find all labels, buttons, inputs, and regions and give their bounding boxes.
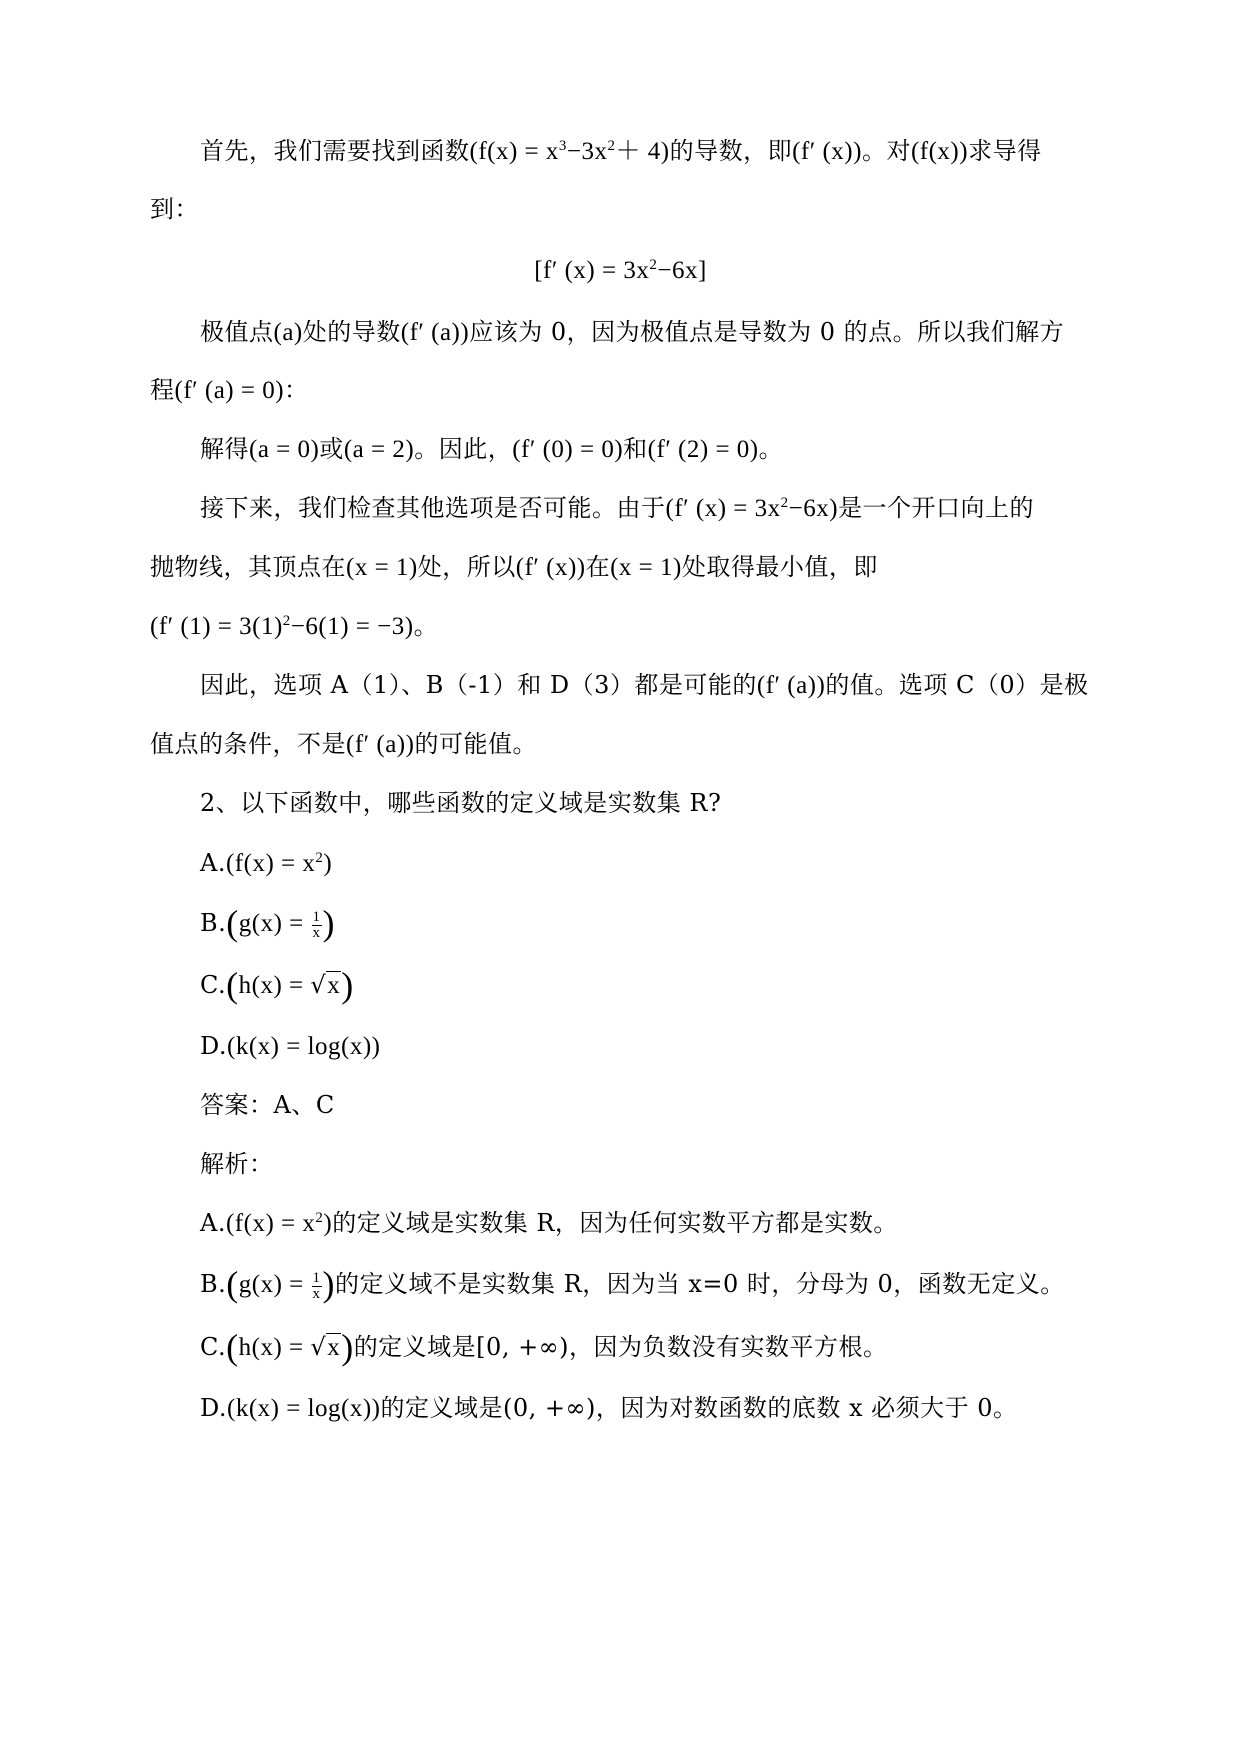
- question-2-stem: 2、以下函数中，哪些函数的定义域是实数集 R?: [200, 789, 722, 817]
- function-expression: (f(x)): [910, 138, 969, 165]
- analysis-a: $A.(f(x) = x^2)$的定义域是实数集 R，因为任何实数平方都是实数。: [200, 1209, 898, 1237]
- derivative-equation: [f′ $(x) = 3x^2-6x$]: [534, 257, 707, 284]
- paragraph-derivative-line-2: [150, 193, 199, 225]
- analysis-d: D.(k(x) = log(x))的定义域是(0, +∞)，因为对数函数的底数 x 必须大于 0。: [200, 1394, 1018, 1422]
- text: 的导数，即: [669, 137, 793, 165]
- question-2-option-b: B.(g(x) = $\frac{1}{x}$ ): [200, 903, 336, 943]
- text: 。对: [861, 137, 911, 165]
- paragraph-derivative-line-1: [200, 135, 1042, 168]
- paragraph-check-line-2: 抛物线，其顶点在(x = 1)处，所以(f′ (x))在(x = 1)处取得最小值，即: [150, 553, 878, 581]
- function-expression: $(f(x) = x^3-3x^2+ 4)$: [469, 138, 670, 165]
- sqrt-symbol: √: [310, 971, 327, 999]
- derivative-expression: (f′ (x)): [792, 138, 862, 165]
- paragraph-conclusion-line-2: 值点的条件，不是(f′ (a))的可能值。: [150, 730, 537, 758]
- fraction: $\frac{1}{x}$: [312, 908, 321, 941]
- question-2-option-a: $A.(f(x) = x^2)$: [200, 849, 333, 877]
- paragraph-extreme-line-2: 程(f′ (a) = 0)：: [150, 376, 309, 404]
- paragraph-solve: 解得(a = 0)或(a = 2)。因此，(f′ (0) = 0)和(f′ (2) = 0)。: [200, 435, 784, 463]
- fraction: $\frac{1}{x}$: [312, 1269, 321, 1302]
- answer-line: 答案：A、C: [200, 1091, 335, 1119]
- text: 到：: [150, 195, 199, 223]
- analysis-b: B.(g(x) = $\frac{1}{x}$ )的定义域不是实数集 R，因为当 x=0 时，分母为 0，函数无定义。: [200, 1264, 1065, 1304]
- question-2-option-c: C.(h(x) = √x): [200, 965, 354, 1005]
- paragraph-extreme-line-1: 极值点(a)处的导数(f′ (a))应该为 0，因为极值点是导数为 0 的点。所以我们解方: [200, 318, 1065, 346]
- paragraph-check-line-3: (f′ $(1) = 3(1)^2-6(1) = -3$)。: [150, 612, 439, 640]
- sqrt-symbol: √: [310, 1333, 327, 1361]
- analysis-title: 解析：: [200, 1150, 274, 1178]
- question-2-option-d: D.(k(x) = log(x)): [200, 1032, 381, 1060]
- analysis-c: C.(h(x) = √x)的定义域是[0, +∞)，因为负数没有实数平方根。: [200, 1327, 888, 1367]
- text: 求导得: [968, 137, 1042, 165]
- paragraph-conclusion-line-1: 因此，选项 A（1）、B（-1）和 D（3）都是可能的(f′ (a))的值。选项 C（0）是极: [200, 671, 1089, 699]
- paragraph-check-line-1: 接下来，我们检查其他选项是否可能。由于(f′ $(x) = 3x^2-6x$)是一个开口向上的: [200, 494, 1035, 522]
- text: 首先，我们需要找到函数: [200, 137, 470, 165]
